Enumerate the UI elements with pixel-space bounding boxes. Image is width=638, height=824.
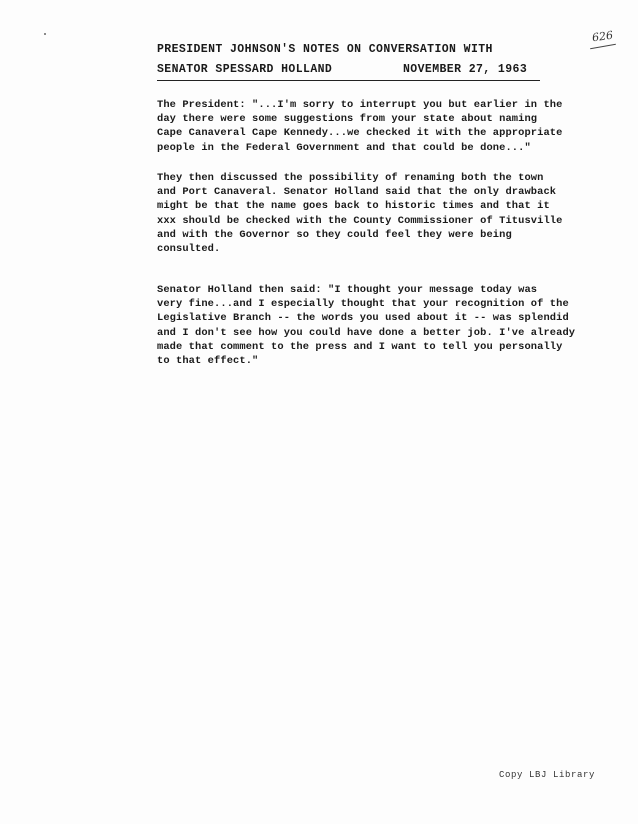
paragraph-line: day there were some suggestions from your state about naming xyxy=(157,113,538,126)
paragraph-line: and I don't see how you could have done a better job. I've already xyxy=(157,326,576,339)
header-date: NOVEMBER 27, 1963 xyxy=(403,63,528,76)
paragraph-line: xxx should be checked with the County Commissioner of Titusville xyxy=(157,214,563,227)
scan-speck xyxy=(44,33,46,35)
header-subtitle-line xyxy=(157,60,540,81)
paragraph-line: The President: "...I'm sorry to interrupt you but earlier in the xyxy=(157,99,563,111)
paragraph-line: might be that the name goes back to historic times and that it xyxy=(157,200,550,213)
paragraph-line: people in the Federal Government and that could be done..." xyxy=(157,141,531,154)
header-title-line: PRESIDENT JOHNSON'S NOTES ON CONVERSATION WITH xyxy=(157,43,493,56)
page-number-underline xyxy=(590,44,616,49)
paragraph-line: and with the Governor so they could feel they were being xyxy=(157,228,512,241)
header-senator-name: SENATOR SPESSARD HOLLAND xyxy=(157,63,333,76)
paragraph-line: Legislative Branch -- the words you used about it -- was splendid xyxy=(157,312,569,325)
paragraph-discussion xyxy=(157,171,577,256)
paragraph-line: and Port Canaveral. Senator Holland said that the only drawback xyxy=(157,186,557,199)
paragraph-president xyxy=(157,98,577,155)
paragraph-holland-quote xyxy=(157,283,577,368)
library-copy-stamp: Copy LBJ Library xyxy=(499,770,596,780)
paragraph-line: They then discussed the possibility of renaming both the town xyxy=(157,172,544,184)
paragraph-line: very fine...and I especially thought that your recognition of the xyxy=(157,298,569,311)
paragraph-line: Cape Canaveral Cape Kennedy...we checked it with the appropriate xyxy=(157,127,563,140)
paragraph-line: to that effect." xyxy=(157,355,259,368)
document-header xyxy=(157,40,547,81)
paragraph-line: made that comment to the press and I want to tell you personally xyxy=(157,340,563,353)
paragraph-line: Senator Holland then said: "I thought your message today was xyxy=(157,284,538,296)
handwritten-page-number: 626 xyxy=(591,28,614,45)
paragraph-line: consulted. xyxy=(157,243,221,256)
